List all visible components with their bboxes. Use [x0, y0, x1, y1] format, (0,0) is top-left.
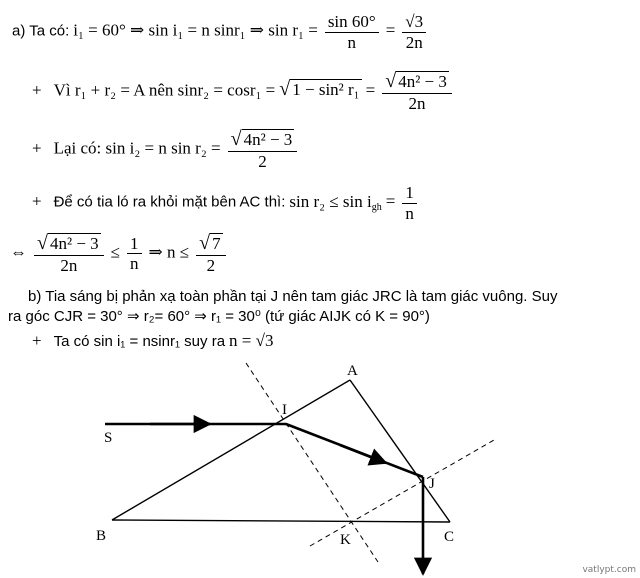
watermark: vatlypt.com [582, 565, 636, 575]
eq1-numerator: sin 60° [325, 12, 379, 33]
b2-equals: = [365, 80, 376, 100]
b2-numerator: √ 4n² − 3 [382, 70, 452, 94]
label-C: C [444, 529, 455, 545]
part-b-line1: b) Tia sáng bị phản xạ toàn phần tại J nên tam giác JRC là tam giác vuông. Suy [28, 288, 558, 305]
sqrt-expression: √ 1 − sin² r₁ [279, 78, 360, 101]
equiv-symbol: ⇔ [10, 242, 27, 262]
label-S: S [104, 430, 113, 446]
bullet: + [32, 138, 42, 158]
b4-text: Để có tia ló ra khỏi mặt bên AC thì: [53, 193, 286, 211]
eq1-denominator: n [347, 32, 356, 52]
c-denominator-3: 2 [206, 256, 216, 275]
label-J: J [429, 476, 435, 492]
bullet: + [32, 80, 42, 100]
c-numerator-2: 1 [127, 234, 142, 255]
c-le: ≤ [110, 242, 121, 262]
eq1-denominator-2: 2n [405, 32, 423, 52]
c-denominator-1: 2n [60, 256, 78, 275]
part-b-line2: ra góc CJR = 30° ⇒ r₂= 60° ⇒ r₁ = 30⁰ (tứ giác AIJK có K = 90°) [8, 308, 430, 325]
b4-numerator: 1 [402, 183, 417, 204]
b-line3-text: Ta có sin i₁ = nsinr₁ suy ra [53, 333, 226, 350]
c-denominator-2: n [130, 254, 139, 274]
b2-denominator: 2n [408, 94, 426, 113]
bullet: + [32, 191, 42, 211]
label-B: B [96, 528, 107, 544]
c-then: ⇒ n ≤ [148, 242, 190, 262]
side-BA [112, 380, 350, 520]
label-A: A [347, 363, 358, 379]
b3-denominator: 2 [258, 152, 267, 171]
label-K: K [340, 532, 351, 548]
b3-numerator: √ 4n² − 3 [228, 128, 298, 152]
b4-denominator: n [405, 203, 414, 223]
c-numerator-1: √ 4n² − 3 [34, 232, 104, 256]
b4-equals: = [385, 191, 396, 211]
b-line3-math: n = √3 [229, 331, 274, 350]
b2-text: Vì r₁ + r₂ = A nên sinr₂ = cosr₁ = [53, 80, 276, 100]
side-BC [112, 520, 450, 522]
side-AC [350, 380, 450, 522]
b3-text: Lại có: sin i₂ = n sin r₂ = [53, 138, 221, 158]
c-numerator-3: √ 7 [196, 232, 225, 256]
b4-math: $\sin r_2 \le \sin i_{gh}$ [289, 191, 382, 213]
normal-at-J [310, 440, 494, 546]
part-a-label: a) Ta có: [12, 22, 70, 40]
eq1-numerator-2: √3 [402, 12, 426, 33]
refracted-ray-arrow [340, 445, 386, 463]
eq1-equals: = [385, 20, 396, 40]
eq1-lhs: i₁ = 60° ⇒ sin i₁ = n sinr₁ ⇒ sin r₁ = [73, 20, 318, 40]
bullet: + [32, 331, 42, 350]
b2-root: 1 − sin² r₁ [292, 80, 360, 100]
label-I: I [282, 402, 287, 418]
